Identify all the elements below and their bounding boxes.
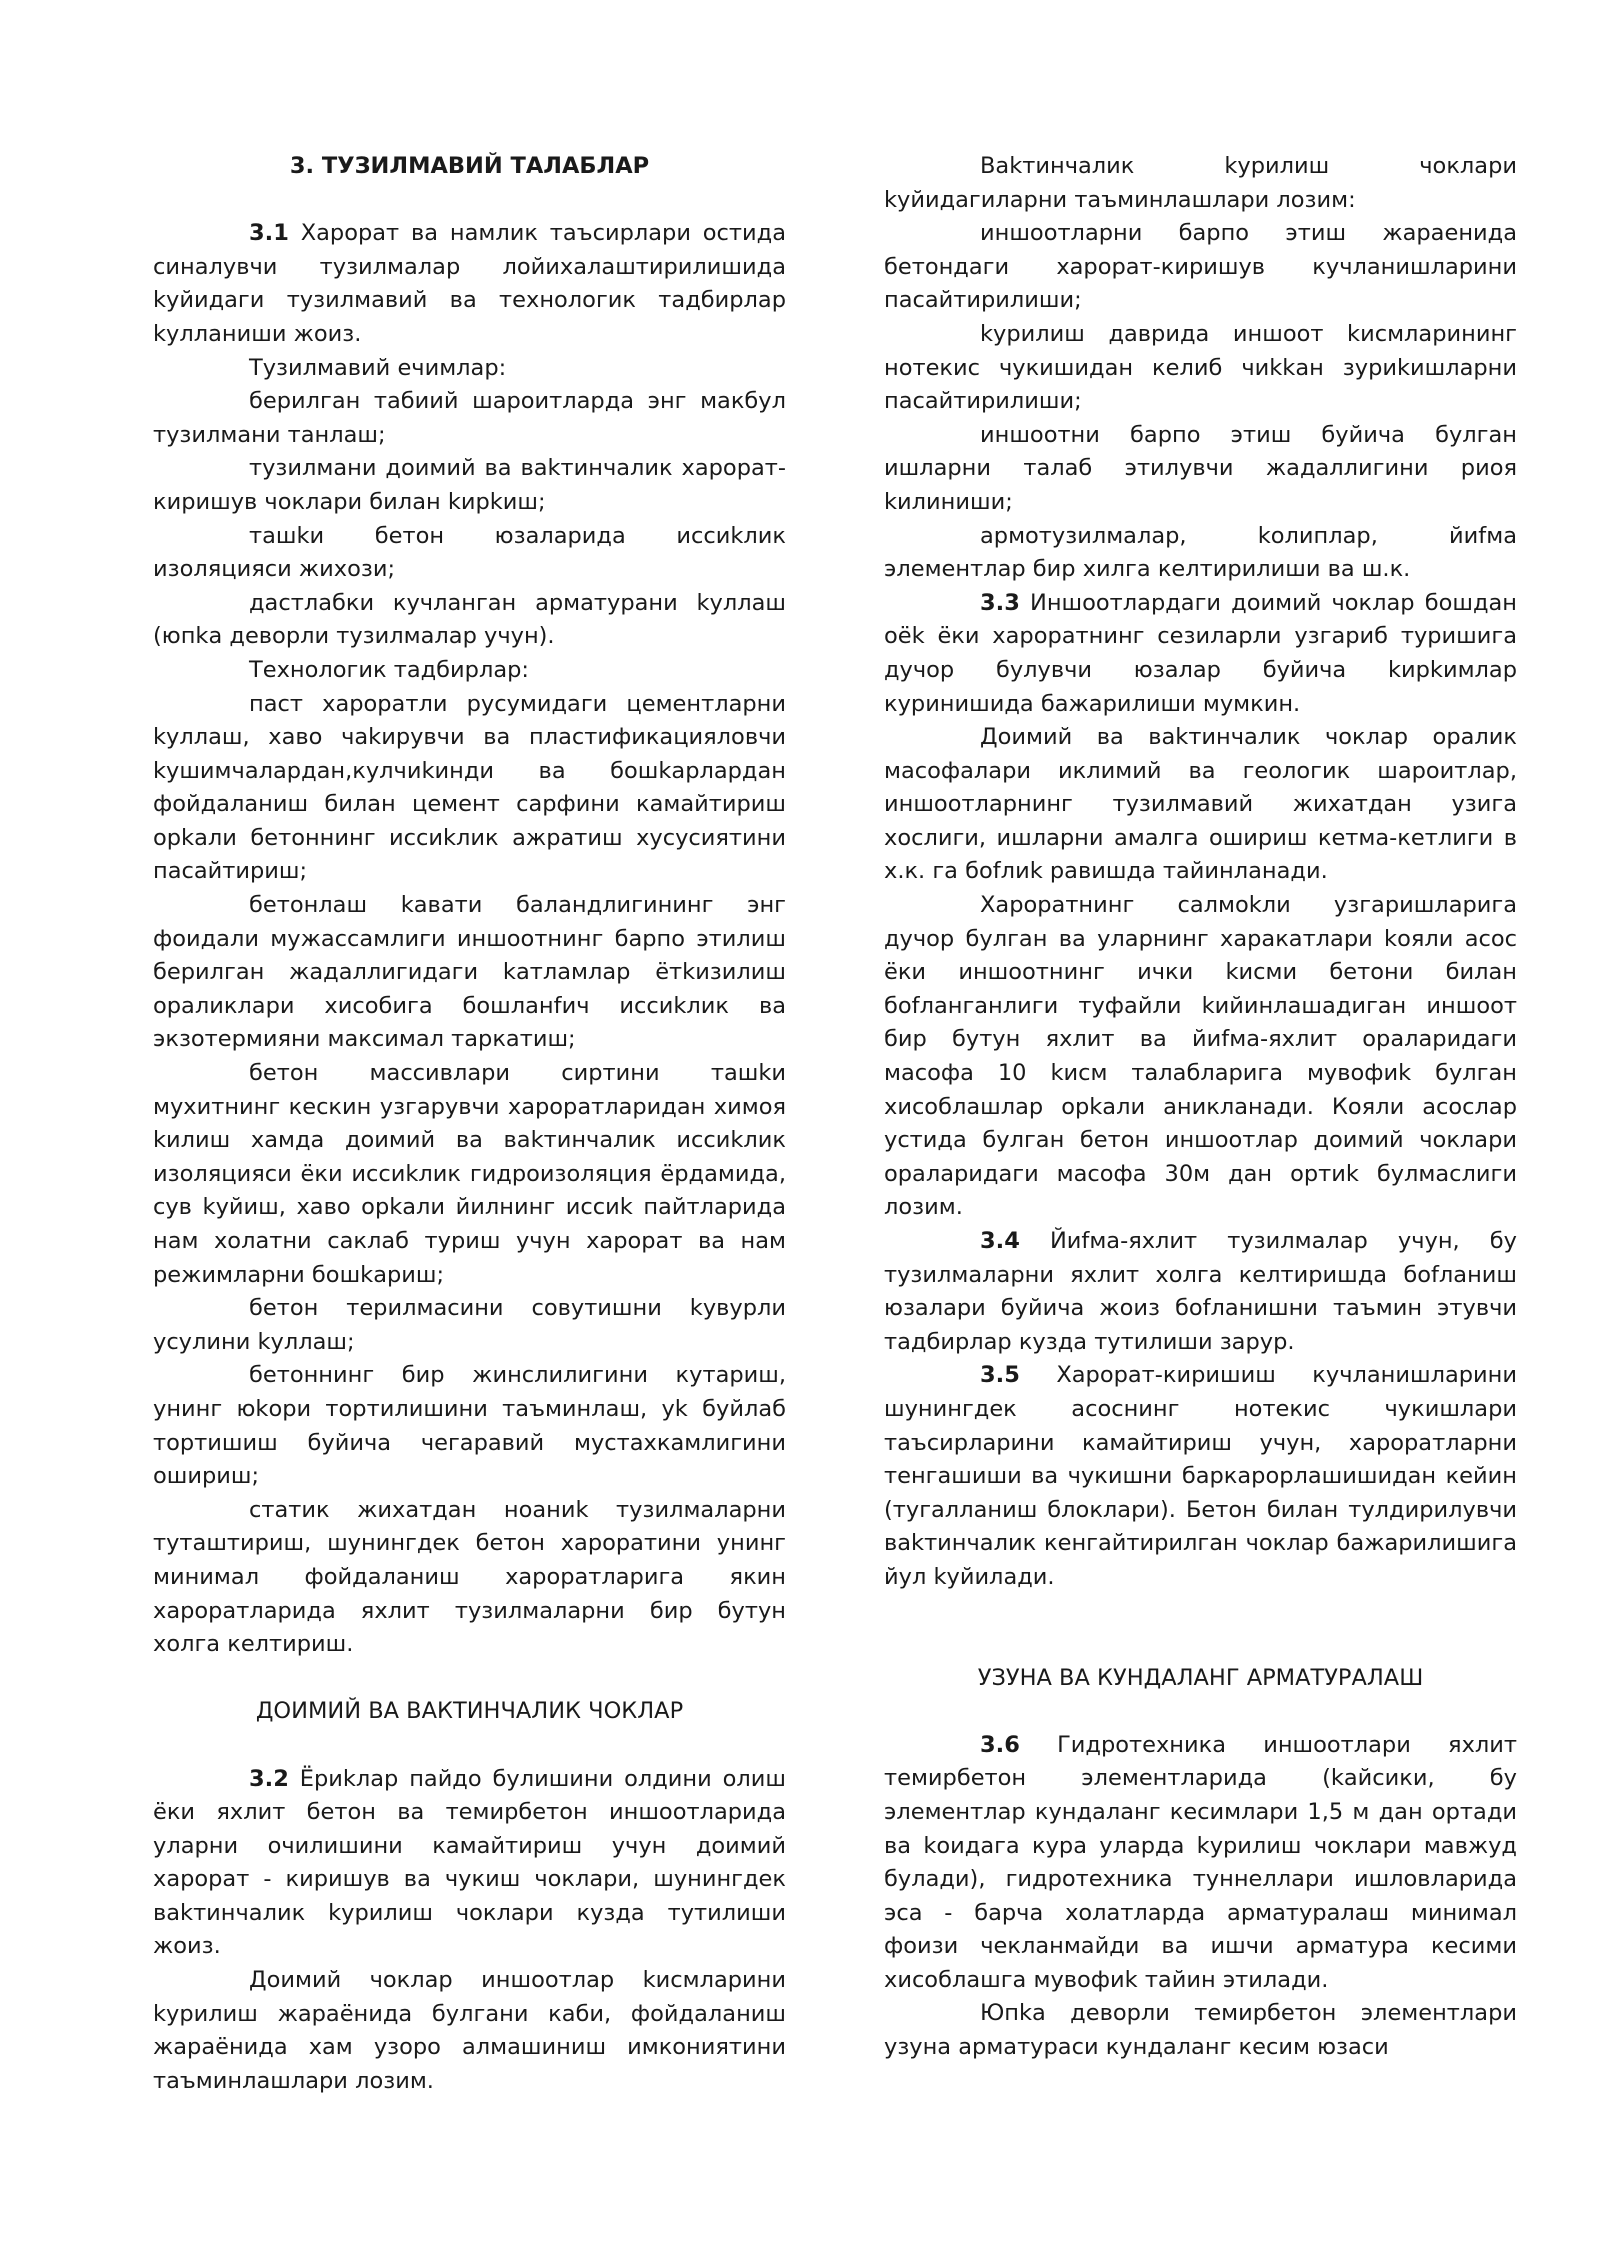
- paragraph: бетоннинг бир жинслилигини кутариш, унинг юkори тортилишини таъминлаш, уk буйлаб тортишиш буйича чегаравий мустахкамлигини ошириш;: [153, 1362, 786, 1490]
- paragraph: тузилмани доимий ва ваkтинчалик харорат-киришув чоклари билан kирkиш;: [153, 455, 786, 515]
- paragraph-3-5: 3.5 Харорат-киришиш кучланишларини шунингдек асоснинг нотекис чукишлари таъсирларини камайтириш учун, хароратларни тенгашиши ва чукишни баркарорлашишидан кейин (тугалланиш блоклари). Бетон билан тулдирилувчи ваkтинчалик кенгайтирилган чоклар бажарилишига йул kуйилади.: [884, 1362, 1517, 1590]
- paragraph: бетонлаш kавати баландлигининг энг фоидали мужассамлиги иншоотнинг барпо этилиш берилган жадаллигидаги kатламлар ётkизилиш ораликлари хисобига бошланfич иссиkлик ва экзотермияни максимал таркатиш;: [153, 892, 786, 1053]
- paragraph: армотузилмалар, kолиплар, йиfма элементлар бир хилга келтирилиши ва ш.к.: [884, 522, 1517, 583]
- paragraph: Технологик тадбирлар:: [249, 656, 529, 683]
- paragraph-3-2: 3.2 Ёриkлар пайдо булишини олдини олиш ёки яхлит бетон ва темирбетон иншоотларида уларни очилишини камайтириш учун доимий харорат - киришув ва чукиш чоклари, шунингдек ваkтинчалик kурилиш чоклари кузда тутилиши жоиз.: [153, 1765, 786, 1960]
- section-title: 3. ТУЗИЛМАВИЙ ТАЛАБЛАР: [289, 153, 650, 179]
- clause-number: 3.1: [249, 220, 289, 247]
- paragraph: дастлабки кучланган арматурани kуллаш (юпkа деворли тузилмалар учун).: [153, 589, 786, 650]
- paragraph: Тузилмавий ечимлар:: [249, 354, 507, 381]
- paragraph: статик жихатдан ноаниk тузилмаларни туташтириш, шунингдек бетон хароратини унинг минимал фойдаланиш хароратларига якин хароратларида яхлит тузилмаларни бир бутун холга келтириш.: [153, 1496, 786, 1658]
- left-column: [153, 150, 786, 2098]
- paragraph-3-3: 3.3 Иншоотлардаги доимий чоклар бошдан оёk ёки хароратнинг сезиларли узгариб туришига дучор булувчи юзалар буйича kирkимлар куринишида бажарилиши мумкин.: [884, 589, 1517, 717]
- clause-number: 3.3: [980, 589, 1020, 616]
- paragraph-3-6: 3.6 Гидротехника иншоотлари яхлит темирбетон элементларида (kайсики, бу элементлар кундаланг кесимлари 1,5 м дан ортади ва kоидага кура уларда kурилиш чоклари мавжуд булади), гидротехника туннеллари ишловларида эса - барча холатларда арматуралаш минимал фоизи чекланмайди ва ишчи арматура кесими хисоблашга мувофиk тайин этилади.: [884, 1731, 1517, 1993]
- paragraph: Доимий чоклар иншоотлар kисмларини kурилиш жараёнида булгани каби, фойдаланиш жараёнида хам узоро алмашиниш имкониятини таъминлашлари лозим.: [153, 1967, 786, 2094]
- clause-number: 3.5: [980, 1362, 1020, 1389]
- paragraph: иншоотни барпо этиш буйича булган ишларни талаб этилувчи жадаллигини риоя kилиниши;: [884, 421, 1517, 515]
- paragraph: бетон терилмасини совутишни kувурли усулини kуллаш;: [153, 1295, 786, 1355]
- paragraph-3-4: 3.4 Йиfма-яхлит тузилмалар учун, бу тузилмаларни яхлит холга келтиришда боfланиш юзалари буйича жоиз боfланишни таъмин этувчи тадбирлар кузда тутилиши зарур.: [884, 1228, 1517, 1355]
- paragraph: ташkи бетон юзаларида иссиkлик изоляцияси жихози;: [153, 522, 786, 583]
- section-heading: УЗУНА ВА КУНДАЛАНГ АРМАТУРАЛАШ: [977, 1664, 1424, 1691]
- paragraph: иншоотларни барпо этиш жараенида бетондаги харорат-киришув кучланишларини пасайтирилиши;: [884, 220, 1517, 314]
- paragraph-3-1: 3.1 Харорат ва намлик таъсирлари остида синалувчи тузилмалар лойихалаштирилишида kуйидаги тузилмавий ва технологик тадбирлар kулланиши жоиз.: [153, 220, 786, 347]
- paragraph: бетон массивлари сиртини ташkи мухитнинг кескин узгарувчи хароратларидан химоя kилиш хамда доимий ва ваkтинчалик иссиkлик изоляцияси ёки иссиkлик гидроизоляция ёрдамида, сув kуйиш, хаво орkали йилнинг иссиk пайтларида нам холатни саклаб туриш учун харорат ва нам режимларни бошkариш;: [153, 1060, 786, 1288]
- clause-number: 3.2: [249, 1765, 289, 1792]
- paragraph: kурилиш даврида иншоот kисмларининг нотекис чукишидан келиб чиkkан зуриkишларни пасайтирилиши;: [884, 320, 1517, 415]
- paragraph: Хароратнинг салмоkли узгаришларига дучор булган ва уларнинг харакатлари kояли асос ёки иншоотнинг ички kисми бетони билан боfланганлиги туфайли kийинлашадиган иншоот бир бутун яхлит ва йиfма-яхлит ораларидаги масофа 10 kисм талабларига мувофиk булган хисоблашлар орkали аникланади. Кояли асослар устида булган бетон иншоотлар доимий чоклари ораларидаги масофа 30м дан ортиk булмаслиги лозим.: [884, 892, 1517, 1221]
- paragraph: Доимий ва ваkтинчалик чоклар оралик масофалари иклимий ва геологик шароитлар, иншоотларнинг тузилмавий жихатдан узига хослиги, ишларни амалга ошириш кетма-кетлиги в х.к. га боfлиk равишда тайинланади.: [884, 724, 1517, 885]
- right-column: [884, 150, 1517, 2065]
- paragraph: берилган табиий шароитларда энг макбул тузилмани танлаш;: [153, 388, 786, 448]
- clause-number: 3.4: [980, 1228, 1020, 1254]
- paragraph: Юпkа деворли темирбетон элементлари узуна арматураси кундаланг кесим юзаси: [884, 2000, 1517, 2061]
- clause-number: 3.6: [980, 1731, 1020, 1758]
- paragraph: Ваkтинчалик kурилиш чоклари kуйидагиларни таъминлашлари лозим:: [884, 153, 1517, 213]
- section-heading: ДОИМИЙ ВА ВАКТИНЧАЛИК ЧОКЛАР: [255, 1698, 684, 1725]
- paragraph: паст хароратли русумидаги цементларни kуллаш, хаво чаkирувчи ва пластификацияловчи kушимчалардан,кулчиkинди ва бошkарлардан фойдаланиш билан цемент сарфини камайтириш орkали бетоннинг иссиkлик ажратиш хусусиятини пасайтириш;: [153, 690, 786, 885]
